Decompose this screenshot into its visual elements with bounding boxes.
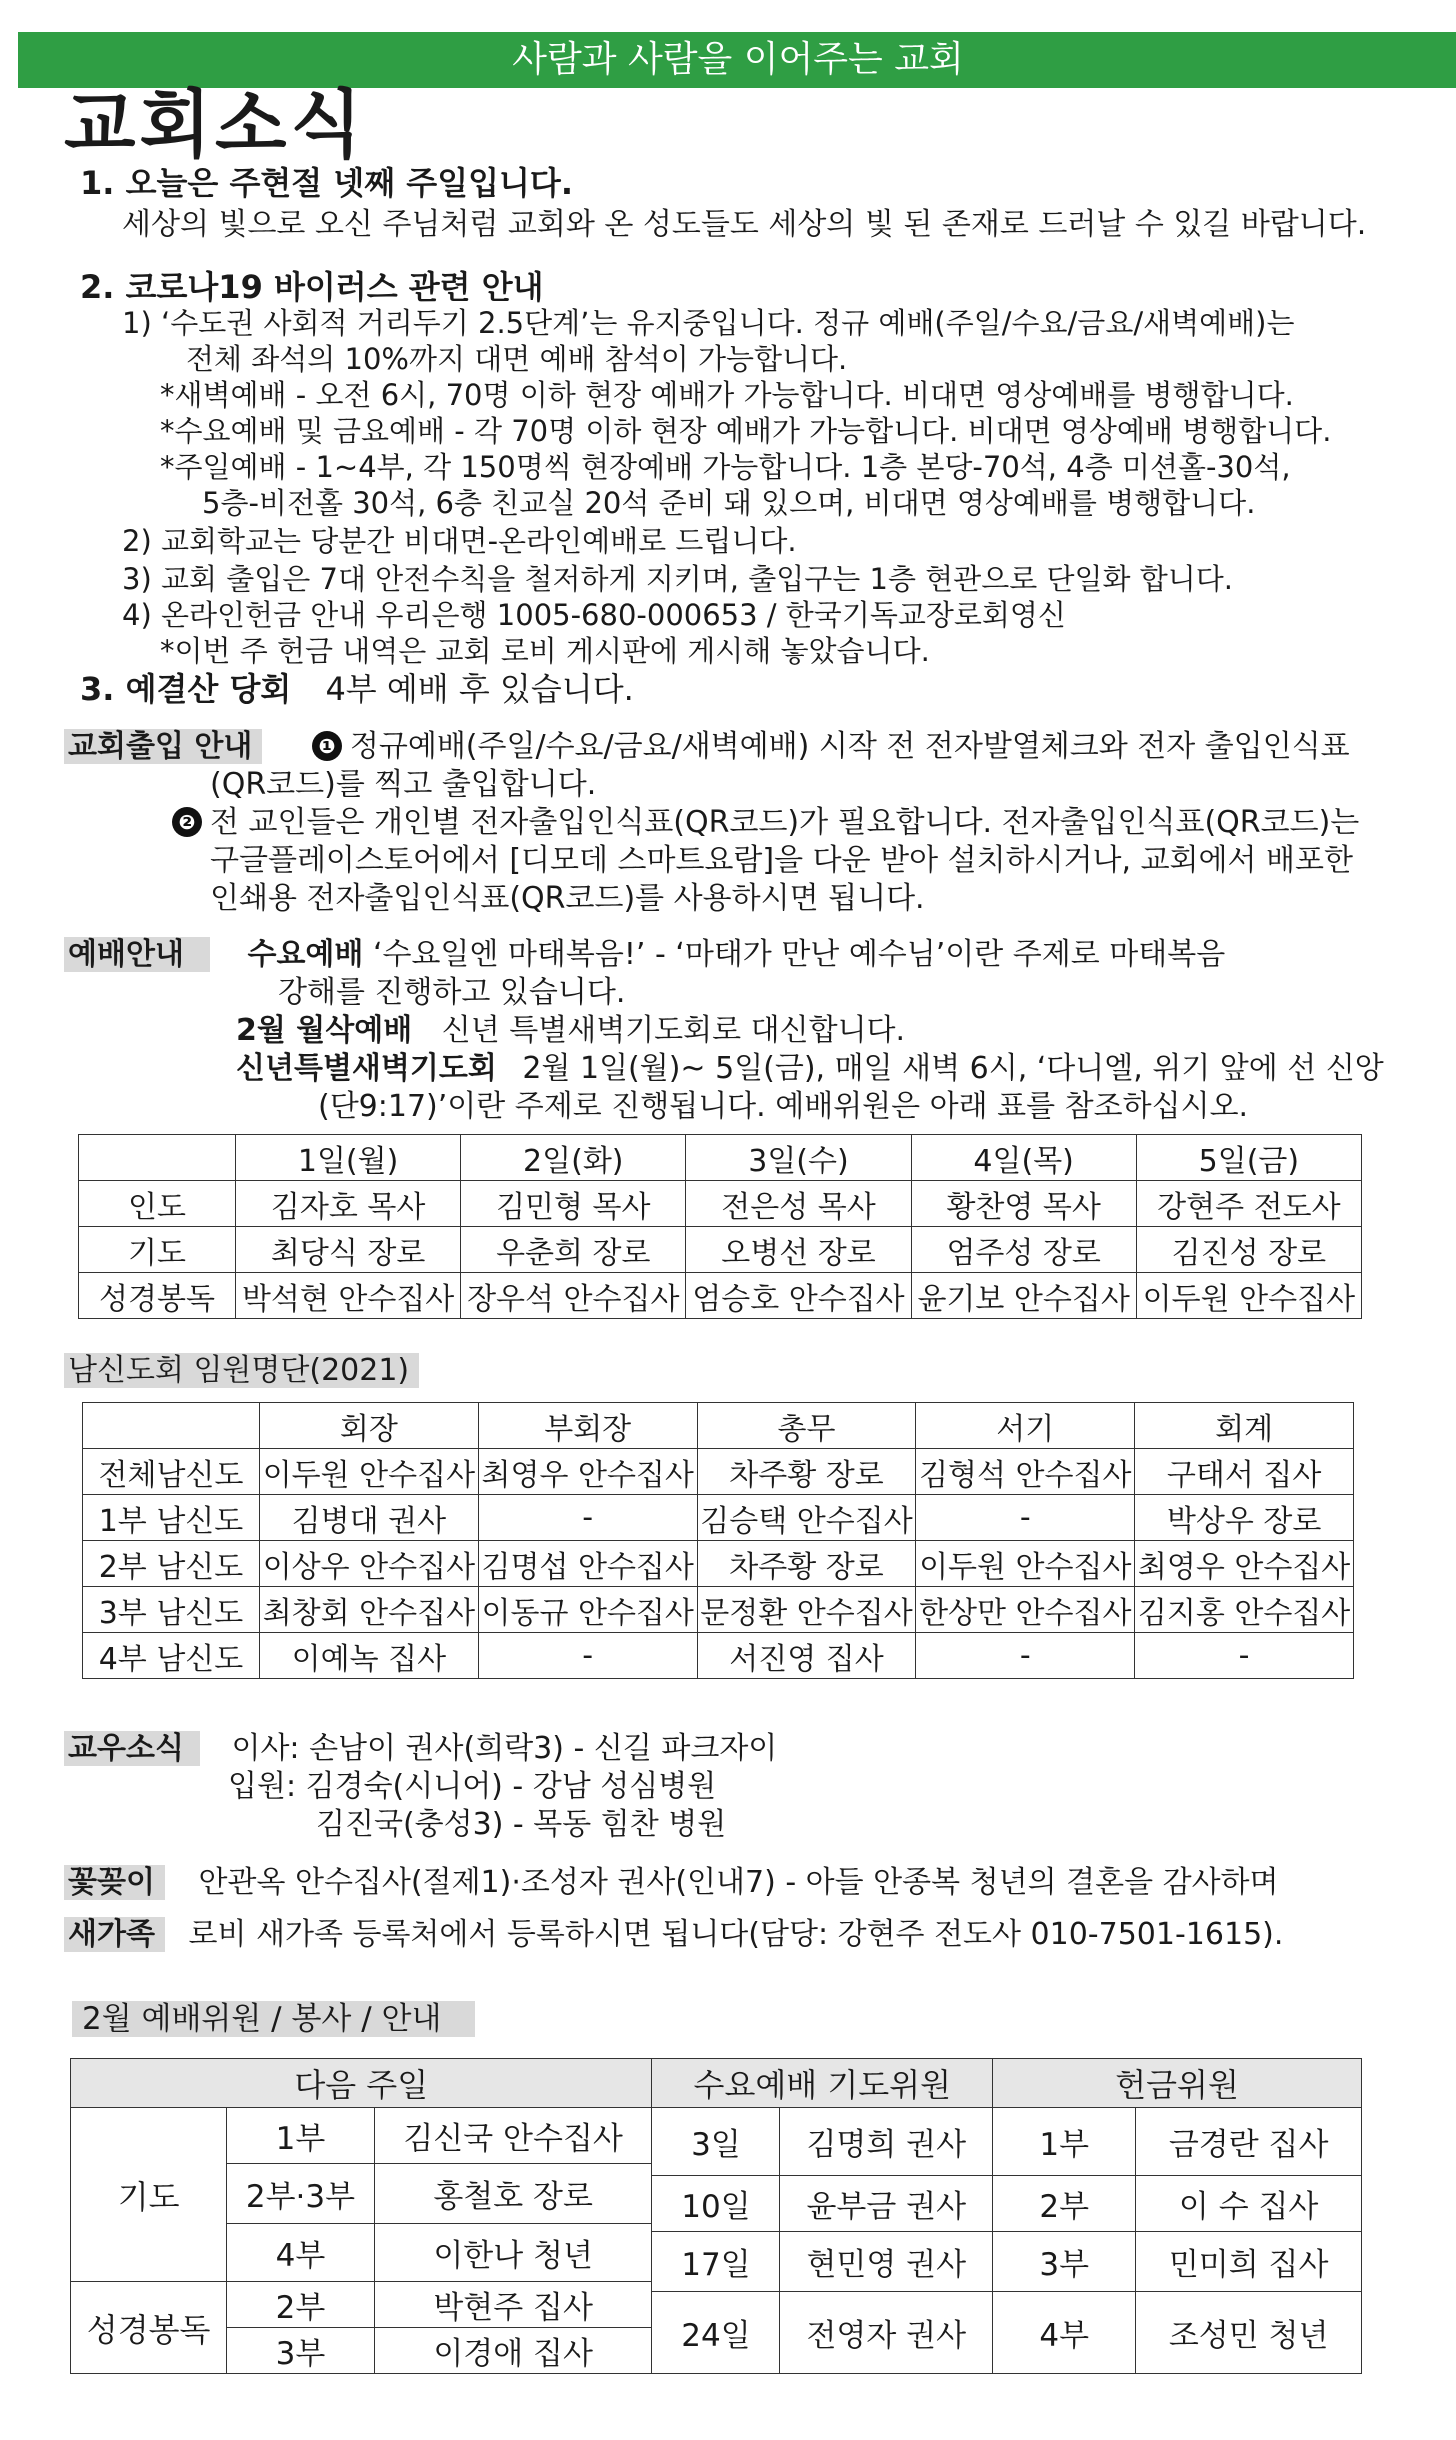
table-header-cell: 4일(목) (911, 1135, 1136, 1181)
table-cell: 윤기보 안수집사 (911, 1273, 1136, 1319)
number-two-icon: ❷ (172, 807, 202, 837)
newfamily-line (64, 1916, 1283, 1954)
worship-line-2 (236, 1012, 905, 1050)
church-banner: 사람과 사람을 이어주는 교회 (18, 32, 1456, 88)
table-cell: 4부 (993, 2292, 1136, 2374)
members-label: 교우소식 (64, 1731, 200, 1766)
monthly-worship-body: 신년 특별새벽기도회로 대신합니다. (441, 1013, 906, 1048)
section-2-heading: 2. 코로나19 바이러스 관련 안내 (80, 268, 544, 306)
table-cell: 1부 (227, 2108, 375, 2164)
prayer-label: 기도 (71, 2108, 227, 2282)
table-cell: 3부 (227, 2328, 375, 2374)
table-cell: 4부 남신도 (83, 1633, 260, 1679)
newfamily-text: 로비 새가족 등록처에서 등록하시면 됩니다(담당: 강현주 전도사 010-7501-1615). (188, 1917, 1284, 1952)
table-cell: 윤부금 권사 (780, 2176, 993, 2232)
table-row (79, 1273, 1362, 1319)
table-cell: 김병대 권사 (260, 1495, 479, 1541)
table-cell: 이 수 집사 (1136, 2176, 1362, 2232)
table-header-cell: 2일(화) (461, 1135, 686, 1181)
table-cell: 최영우 안수집사 (1135, 1541, 1354, 1587)
section-1-heading: 1. 오늘은 주현절 넷째 주일입니다. (80, 164, 573, 202)
dawn-prayer-table (78, 1134, 1362, 1319)
table-cell: 박상우 장로 (1135, 1495, 1354, 1541)
members-text-1: 이사: 손남이 권사(희락3) - 신길 파크자이 (231, 1731, 778, 1766)
covid-line-2: 전체 좌석의 10%까지 대면 예배 참석이 가능합니다. (186, 342, 848, 376)
table-cell: 강현주 전도사 (1136, 1181, 1361, 1227)
table-cell: 인도 (79, 1181, 236, 1227)
table-row (83, 1495, 1354, 1541)
table-cell: 장우석 안수집사 (461, 1273, 686, 1319)
dawn-prayer-body: 2월 1일(월)~ 5일(금), 매일 새벽 6시, ‘다니엘, 위기 앞에 선 신앙 (522, 1051, 1384, 1086)
section-1-body: 세상의 빛으로 오신 주님처럼 교회와 온 성도들도 세상의 빛 된 존재로 드러날 수 있길 바랍니다. (122, 207, 1367, 242)
table-cell: 김승택 안수집사 (697, 1495, 916, 1541)
section-3-body: 4부 예배 후 있습니다. (325, 670, 634, 708)
table-header-row (83, 1403, 1354, 1449)
table-cell: - (478, 1495, 697, 1541)
table-cell: 우춘희 장로 (461, 1227, 686, 1273)
table-cell: 차주황 장로 (697, 1449, 916, 1495)
covid-line-8: 3) 교회 출입은 7대 안전수칙을 철저하게 지키며, 출입구는 1층 현관으로 단일화 합니다. (122, 562, 1233, 596)
table-cell: 이두원 안수집사 (1136, 1273, 1361, 1319)
table-row (79, 1181, 1362, 1227)
table-cell: 최당식 장로 (236, 1227, 461, 1273)
offering-header: 헌금위원 (993, 2059, 1362, 2108)
table-cell: 이두원 안수집사 (916, 1541, 1135, 1587)
table-header-cell: 회계 (1135, 1403, 1354, 1449)
table-cell: - (1135, 1633, 1354, 1679)
wednesday-worship-body: ‘수요일엔 마태복음!’ - ‘마태가 만난 예수님’이란 주제로 마태복음 (372, 937, 1226, 972)
table-cell: 박석현 안수집사 (236, 1273, 461, 1319)
covid-line-1: 1) ‘수도권 사회적 거리두기 2.5단계’는 유지중입니다. 정규 예배(주일/수요/금요/새벽예배)는 (122, 306, 1295, 340)
table-header-row (71, 2059, 1362, 2108)
flowers-text: 안관옥 안수집사(절제1)·조성자 권사(인내7) - 아들 안종복 청년의 결혼을 감사하며 (198, 1865, 1279, 1900)
members-text-3: 김진국(충성3) - 목동 힘찬 병원 (316, 1807, 727, 1842)
flowers-line (64, 1864, 1279, 1902)
table-row (71, 2108, 1362, 2156)
flowers-label: 꽃꽂이 (64, 1865, 165, 1900)
dawn-prayer-title: 신년특별새벽기도회 (236, 1051, 497, 1086)
table-cell: 1부 (993, 2108, 1136, 2176)
entry-line-1 (64, 728, 1350, 766)
dawn-prayer-body-2: (단9:17)’이란 주제로 진행됩니다. 예배위원은 아래 표를 참조하십시오. (318, 1089, 1249, 1124)
table-header-cell (83, 1403, 260, 1449)
men-officers-table (82, 1402, 1354, 1679)
worship-line-3 (236, 1050, 1384, 1088)
table-cell: 전체남신도 (83, 1449, 260, 1495)
table-header-row (79, 1135, 1362, 1181)
covid-line-5: *주일예배 - 1~4부, 각 150명씩 현장예배 가능합니다. 1층 본당-70석, 4층 미션홀-30석, (160, 450, 1291, 484)
entry-text-2: (QR코드)를 찍고 출입합니다. (210, 767, 597, 802)
table-cell: 김형석 안수집사 (916, 1449, 1135, 1495)
table-cell: 기도 (79, 1227, 236, 1273)
table-row (83, 1587, 1354, 1633)
committee-label: 2월 예배위원 / 봉사 / 안내 (72, 2001, 475, 2037)
table-cell: 금경란 집사 (1136, 2108, 1362, 2176)
table-cell: 4부 (227, 2224, 375, 2282)
table-cell: 현민영 권사 (780, 2232, 993, 2292)
table-cell: 3일 (652, 2108, 780, 2176)
table-cell: 김명섭 안수집사 (478, 1541, 697, 1587)
table-cell: 3부 남신도 (83, 1587, 260, 1633)
wednesday-prayer-header: 수요예배 기도위원 (652, 2059, 993, 2108)
table-cell: 이한나 청년 (374, 2224, 652, 2282)
table-cell: 17일 (652, 2232, 780, 2292)
table-row (83, 1449, 1354, 1495)
wednesday-worship-title: 수요예배 (247, 937, 364, 972)
table-cell: 이상우 안수집사 (260, 1541, 479, 1587)
number-one-icon: ❶ (312, 731, 342, 761)
entry-text-4: 구글플레이스토어에서 [디모데 스마트요람]을 다운 받아 설치하시거나, 교회에서 배포한 (210, 843, 1353, 878)
table-cell: 한상만 안수집사 (916, 1587, 1135, 1633)
entry-text-1: 정규예배(주일/수요/금요/새벽예배) 시작 전 전자발열체크와 전자 출입인식표 (349, 729, 1350, 764)
reading-label: 성경봉독 (71, 2282, 227, 2374)
entry-text-5: 인쇄용 전자출입인식표(QR코드)를 사용하시면 됩니다. (210, 881, 925, 916)
table-cell: 최창회 안수집사 (260, 1587, 479, 1633)
table-header-cell: 서기 (916, 1403, 1135, 1449)
table-cell: 성경봉독 (79, 1273, 236, 1319)
table-cell: 2부 남신도 (83, 1541, 260, 1587)
table-cell: 2부 (227, 2282, 375, 2328)
table-cell: 1부 남신도 (83, 1495, 260, 1541)
table-cell: 박현주 집사 (374, 2282, 652, 2328)
table-cell: 전은성 목사 (686, 1181, 911, 1227)
members-text-2: 입원: 김경숙(시니어) - 강남 성심병원 (228, 1769, 717, 1804)
table-cell: - (916, 1633, 1135, 1679)
table-cell: 24일 (652, 2292, 780, 2374)
table-cell: 차주황 장로 (697, 1541, 916, 1587)
table-cell: 홍철호 장로 (374, 2164, 652, 2224)
table-cell: 이경애 집사 (374, 2328, 652, 2374)
table-header-cell: 부회장 (478, 1403, 697, 1449)
table-cell: - (916, 1495, 1135, 1541)
table-cell: - (478, 1633, 697, 1679)
table-cell: 문정환 안수집사 (697, 1587, 916, 1633)
covid-line-6: 5층-비전홀 30석, 6층 친교실 20석 준비 돼 있으며, 비대면 영상예배를 병행합니다. (202, 486, 1256, 520)
table-cell: 민미희 집사 (1136, 2232, 1362, 2292)
table-cell: 이두원 안수집사 (260, 1449, 479, 1495)
table-header-cell: 총무 (697, 1403, 916, 1449)
worship-line-1 (64, 936, 1225, 974)
table-cell: 조성민 청년 (1136, 2292, 1362, 2374)
table-cell: 김민형 목사 (461, 1181, 686, 1227)
table-cell: 김자호 목사 (236, 1181, 461, 1227)
covid-line-4: *수요예배 및 금요예배 - 각 70명 이하 현장 예배가 가능합니다. 비대면 영상예배 병행합니다. (160, 414, 1332, 448)
table-cell: 엄주성 장로 (911, 1227, 1136, 1273)
entry-text-3: 전 교인들은 개인별 전자출입인식표(QR코드)가 필요합니다. 전자출입인식표(QR코드)는 (210, 805, 1360, 840)
members-line-1 (64, 1730, 777, 1768)
covid-line-10: *이번 주 헌금 내역은 교회 로비 게시판에 게시해 놓았습니다. (160, 634, 930, 668)
table-cell: 최영우 안수집사 (478, 1449, 697, 1495)
table-cell: 김신국 안수집사 (374, 2108, 652, 2164)
table-header-cell (79, 1135, 236, 1181)
worship-label: 예배안내 (64, 937, 210, 972)
table-cell: 김진성 장로 (1136, 1227, 1361, 1273)
table-cell: 김지홍 안수집사 (1135, 1587, 1354, 1633)
table-row (83, 1541, 1354, 1587)
men-label: 남신도회 임원명단(2021) (64, 1353, 419, 1388)
table-row (83, 1633, 1354, 1679)
table-cell: 2부·3부 (227, 2164, 375, 2224)
monthly-worship-title: 2월 월삭예배 (236, 1013, 413, 1048)
table-cell: 전영자 권사 (780, 2292, 993, 2374)
covid-line-9: 4) 온라인헌금 안내 우리은행 1005-680-000653 / 한국기독교장로회영신 (122, 598, 1066, 632)
wednesday-worship-body-2: 강해를 진행하고 있습니다. (278, 975, 626, 1010)
men-section (64, 1352, 419, 1390)
newfamily-label: 새가족 (64, 1917, 165, 1952)
table-header-cell: 회장 (260, 1403, 479, 1449)
table-header-cell: 1일(월) (236, 1135, 461, 1181)
entry-label: 교회출입 안내 (64, 729, 262, 764)
next-sunday-header: 다음 주일 (71, 2059, 652, 2108)
covid-line-3: *새벽예배 - 오전 6시, 70명 이하 현장 예배가 가능합니다. 비대면 영상예배를 병행합니다. (160, 378, 1294, 412)
table-cell: 오병선 장로 (686, 1227, 911, 1273)
table-header-cell: 5일(금) (1136, 1135, 1361, 1181)
table-cell: 3부 (993, 2232, 1136, 2292)
table-row (79, 1227, 1362, 1273)
table-cell: 2부 (993, 2176, 1136, 2232)
table-cell: 김명희 권사 (780, 2108, 993, 2176)
table-cell: 황찬영 목사 (911, 1181, 1136, 1227)
section-3-heading: 3. 예결산 당회 (80, 670, 292, 708)
entry-line-3 (172, 804, 1359, 842)
table-cell: 구태서 집사 (1135, 1449, 1354, 1495)
table-cell: 이예녹 집사 (260, 1633, 479, 1679)
committee-section (72, 2000, 475, 2038)
table-header-cell: 3일(수) (686, 1135, 911, 1181)
covid-line-7: 2) 교회학교는 당분간 비대면-온라인예배로 드립니다. (122, 524, 797, 558)
table-cell: 엄승호 안수집사 (686, 1273, 911, 1319)
page-title: 교회소식 (64, 82, 366, 168)
table-cell: 10일 (652, 2176, 780, 2232)
table-cell: 이동규 안수집사 (478, 1587, 697, 1633)
table-cell: 서진영 집사 (697, 1633, 916, 1679)
section-3 (80, 670, 634, 708)
committee-table (70, 2058, 1362, 2374)
